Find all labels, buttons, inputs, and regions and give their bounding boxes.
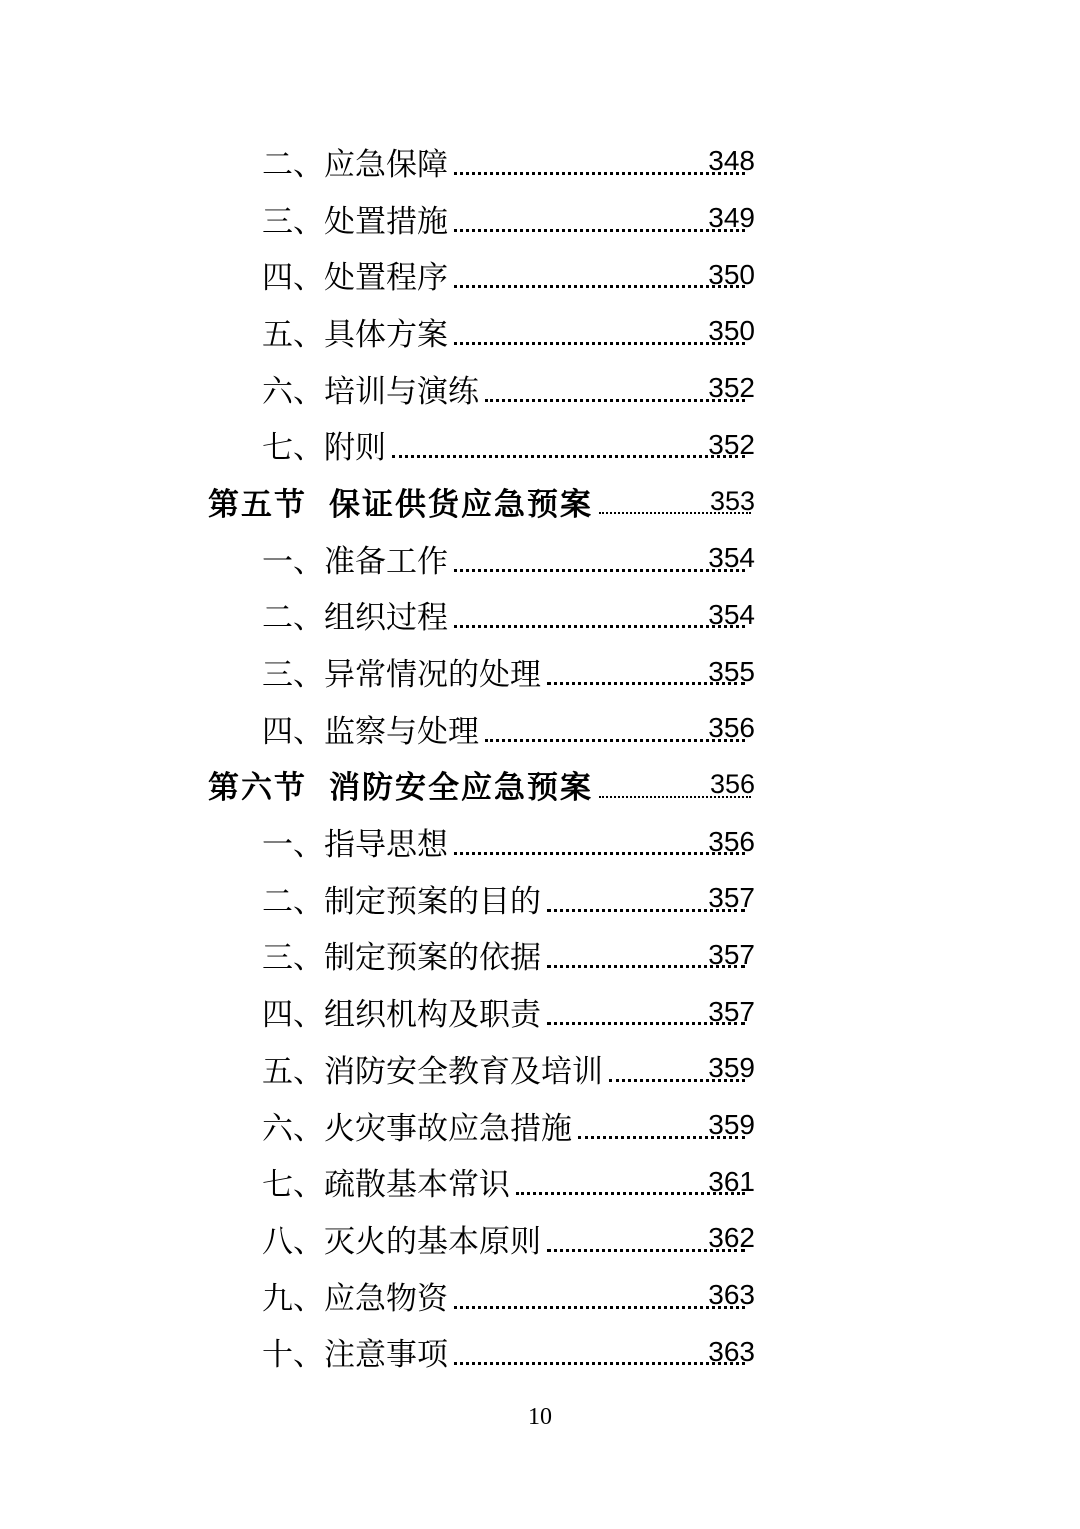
toc-entry-page: 356 — [708, 712, 755, 744]
toc-entry-page: 357 — [708, 882, 755, 914]
toc-entry-title: 准备工作 — [324, 543, 448, 580]
toc-entry-title: 指导思想 — [324, 827, 448, 864]
toc-entry-title: 灭火的基本原则 — [324, 1223, 541, 1260]
dot-leader — [454, 625, 745, 628]
toc-entry-page: 362 — [708, 1222, 755, 1254]
dot-leader — [454, 229, 745, 232]
toc-entry-title: 具体方案 — [324, 316, 448, 353]
toc-entry[interactable] — [0, 1323, 918, 1380]
toc-section-page: 353 — [709, 485, 755, 516]
toc-entry-number: 十、 — [262, 1337, 324, 1374]
toc-entry[interactable] — [0, 643, 918, 700]
dot-leader — [392, 455, 745, 458]
toc-entry-page: 352 — [708, 372, 755, 404]
toc-entry-page: 357 — [708, 995, 755, 1027]
toc-entry-page: 363 — [708, 1335, 755, 1367]
toc-entry-title: 火灾事故应急措施 — [324, 1110, 572, 1147]
toc-entry-page: 361 — [708, 1165, 755, 1197]
toc-entry-title: 组织过程 — [324, 600, 448, 637]
toc-entry[interactable] — [0, 1040, 918, 1097]
toc-entry-title: 制定预案的依据 — [324, 940, 541, 977]
toc-entry-page: 359 — [708, 1109, 755, 1141]
toc-entry-number: 一、 — [262, 827, 324, 864]
dot-leader — [454, 569, 745, 572]
toc-entry-page: 354 — [708, 598, 755, 630]
toc-entry-number: 二、 — [262, 600, 324, 637]
dot-leader — [454, 172, 745, 175]
dot-leader — [485, 399, 745, 402]
toc-entry-title: 应急保障 — [324, 146, 448, 183]
toc-entry-number: 六、 — [262, 1110, 324, 1147]
toc-entry-page: 350 — [708, 315, 755, 347]
toc-entry-number: 三、 — [262, 203, 324, 240]
dot-leader — [454, 1306, 745, 1309]
toc-entry-page: 348 — [708, 145, 755, 177]
toc-entry-title: 培训与演练 — [324, 373, 479, 410]
toc-entry[interactable] — [0, 870, 918, 927]
toc-entry[interactable] — [0, 246, 918, 303]
dot-leader — [454, 1362, 745, 1365]
toc-entry[interactable] — [0, 190, 918, 247]
toc-entry-title: 附则 — [324, 430, 386, 467]
toc-entry-number: 六、 — [262, 373, 324, 410]
toc-entry-number: 七、 — [262, 430, 324, 467]
toc-entry-page: 354 — [708, 542, 755, 574]
toc-entry-title: 处置措施 — [324, 203, 448, 240]
dot-leader — [485, 739, 745, 742]
toc-entry-number: 七、 — [262, 1167, 324, 1204]
dot-leader — [454, 285, 745, 288]
page-number: 10 — [528, 1404, 552, 1430]
toc-entry-number: 三、 — [262, 657, 324, 694]
toc-entry[interactable] — [0, 416, 918, 473]
toc-entry-title: 疏散基本常识 — [324, 1167, 510, 1204]
toc-entry-number: 八、 — [262, 1223, 324, 1260]
toc-section-heading[interactable] — [0, 473, 918, 530]
toc-entry-title: 监察与处理 — [324, 713, 479, 750]
toc-entry[interactable] — [0, 1097, 918, 1154]
toc-entry-title: 制定预案的目的 — [324, 883, 541, 920]
toc-entry-title: 组织机构及职责 — [324, 997, 541, 1034]
toc-entry-page: 352 — [708, 428, 755, 460]
toc-entry[interactable] — [0, 303, 918, 360]
toc-entry[interactable] — [0, 983, 918, 1040]
toc-entry-page: 363 — [708, 1279, 755, 1311]
toc-entry-title: 注意事项 — [324, 1337, 448, 1374]
table-of-contents — [0, 133, 1080, 1380]
toc-section-title: 保证供货应急预案 — [329, 486, 593, 523]
toc-entry-page: 349 — [708, 202, 755, 234]
dot-leader — [454, 852, 745, 855]
toc-section-page: 356 — [709, 769, 755, 800]
toc-section-title: 消防安全应急预案 — [329, 770, 593, 807]
toc-entry-title: 处置程序 — [324, 260, 448, 297]
toc-entry[interactable] — [0, 1267, 918, 1324]
toc-entry-page: 356 — [708, 825, 755, 857]
toc-entry-number: 四、 — [262, 713, 324, 750]
toc-entry-page: 350 — [708, 258, 755, 290]
toc-section-number: 第六节 — [208, 770, 307, 807]
toc-entry-page: 357 — [708, 938, 755, 970]
toc-entry[interactable] — [0, 1210, 918, 1267]
toc-section-heading[interactable] — [0, 757, 918, 814]
toc-entry[interactable] — [0, 927, 918, 984]
toc-entry[interactable] — [0, 360, 918, 417]
toc-entry[interactable] — [0, 133, 918, 190]
toc-entry-page: 359 — [708, 1052, 755, 1084]
toc-entry[interactable] — [0, 813, 918, 870]
toc-entry-number: 九、 — [262, 1280, 324, 1317]
toc-entry-title: 消防安全教育及培训 — [324, 1053, 603, 1090]
toc-entry-title: 异常情况的处理 — [324, 657, 541, 694]
toc-entry-number: 三、 — [262, 940, 324, 977]
toc-entry-title: 应急物资 — [324, 1280, 448, 1317]
toc-entry-page: 355 — [708, 655, 755, 687]
toc-entry[interactable] — [0, 530, 918, 587]
toc-entry-number: 五、 — [262, 1053, 324, 1090]
toc-entry[interactable] — [0, 587, 918, 644]
toc-entry-number: 四、 — [262, 997, 324, 1034]
toc-entry[interactable] — [0, 1153, 918, 1210]
toc-entry-number: 五、 — [262, 316, 324, 353]
toc-entry-number: 二、 — [262, 883, 324, 920]
toc-entry-number: 四、 — [262, 260, 324, 297]
toc-entry[interactable] — [0, 700, 918, 757]
toc-entry-number: 一、 — [262, 543, 324, 580]
dot-leader — [454, 342, 745, 345]
toc-entry-number: 二、 — [262, 146, 324, 183]
toc-section-number: 第五节 — [208, 486, 307, 523]
